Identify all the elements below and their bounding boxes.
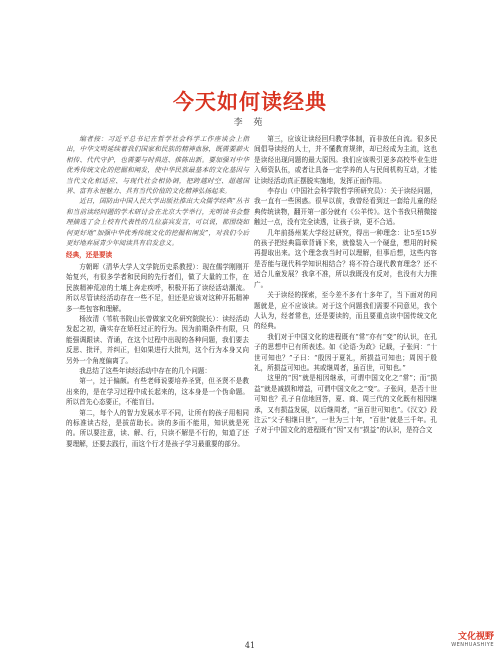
section-subhead: 经典，还是要读: [66, 251, 113, 260]
body-paragraph: 李存山（中国社会科学院哲学所研究员）：关于读经问题，我一直有一些困惑。很早以前，我曾经看到过一套给儿童的经典传统读物，翻开第一部分就有《公羊传》。这个书我只稍微接触过一点，没有完全读透，让孩子读，更不合适。: [254, 187, 437, 227]
magazine-brand: [438, 629, 494, 648]
left-column: [66, 134, 249, 449]
body-paragraph: 杨汝清（苇杭书院山长曾做家文化研究院院长）：读经活动发起之初，确实存在矫枉过正的行为。因为前期条件有限，只能强调跟读、背诵，在这个过程中出现的各种问题，我们要去反思、批评，并纠正，但如果进行大批判，这个行为本身又向另外一个角度偏离了。: [66, 314, 249, 365]
article-author: 李 苑: [233, 118, 267, 128]
editor-note-paragraph: 近日，国防由中国人民大学出版社推出大众儒学经典“丛书和当前读经问题的学术研讨会在北京大学举行，光明读书会整理摘选了会上校有代表性的几位嘉宾发言，可以说，都围绕如何更好地“加强中华优秀传统文化的挖掘和阐发”，对我们今后更好地弃展青少年阅读具有启发意义。: [66, 197, 249, 248]
body-paragraph: 方朝晖（清华大学人文学院历史系教授）：现在儒学刚刚开始复兴，有很多学者和民间的先行者们，做了大量的工作，在民族精神荒凉的土壤上奔走疾呼，积极开拓了读经活动潮流。所以尽管读经活动存在一些不足，但还是应该对这种开拓精神多一些包容和理解。: [66, 262, 249, 313]
body-paragraph: 我们对于中国文化的进程既有“常”亦有“变”的认识，在孔子的思想中已有所表述。如《论语·为政》记载，子张问：“十世可知也？”子曰：“殷因于夏礼，所损益可知也；周因于殷礼，所损益可知也。其或继周者，虽百世，可知也。”: [254, 332, 437, 372]
body-paragraph: 几年前扬州某大学经过研究，得出一种理念：让5至15岁的孩子把经典篇章背诵下来，就像装入一个硬盘，想用的时候再提取出来。这个理念我当时可以理解，但事后想，这些内容是否能与现代科学知识相结合？将不符合现代教育理念？还不适合儿童发展？我拿不准，所以我既没有反对，也没有大力推广。: [254, 228, 437, 289]
body-paragraph: 第二，每个人的智力发展水平不同，让所有的孩子用相同的标准读古经，是拔苗助长。读的多而不能用，知识就是死的。所以要注意，读、解、行，只读不解是不行的，知道了还要理解，还要去践行，而这个行才是孩子学习最重要的部分。: [66, 408, 249, 448]
body-paragraph: 这里的“因”就是相因继承，可谓中国文化之“常”；而“损益”就是减损和增益，可谓中国文化之“变”。子张问，是否十世可知也？孔子自信地回答，夏、商、周三代的文化既有相因继承，又有损益发展，以后继周者，“虽百世可知也”。《汉文》段注云“父子相继曰世”，一世为三十年，“百世”就是三千年。孔子对于中国文化的进程既有“因”又有“损益”的认识，是符合文: [254, 374, 437, 435]
body-paragraph: 第一，过于偏颇。有些老师说要培养圣贤，但圣贤不是教出来的，是在学习过程中成长起来的，这本身是一个伪命题。所以首先心态要正，不能盲目。: [66, 377, 249, 407]
body-paragraph: 第三，应该让读经回归教学体制，而非放任自流。很多民间倡导读经的人士，并不懂教育规律，却已经成为主流，这也是读经出现问题的最大原因。我们应该吸引更多高校毕业生进入师资队伍，或者让具备一定学养的人与民间机构互动，才能让读经活动真正摆脱实施地，发挥正面作用。: [254, 135, 437, 185]
page-number: 41: [244, 641, 256, 650]
right-column: [254, 134, 437, 436]
body-paragraph: 我总结了这些年读经活动中存在的几个问题：: [79, 366, 212, 375]
brand-name-en: WENHUASHIYE: [451, 642, 494, 648]
editor-note-paragraph: 编者按：习近平总书记在哲学社会科学工作座谈会上指出，中华文明延续着我们国家和民族的精神血脉，既需要薪火相传、代代守护，也需要与时俱进、推陈出新。要加强对中华优秀传统文化的挖掘和阐发，使中华民族最基本的文化基因与当代文化相适应、与现代社会相协调，把跨越时空、超越国界、富有永恒魅力、具有当代价值的文化精神弘扬起来。: [66, 135, 249, 196]
body-paragraph: 关于读经的探索，至今差不多有十多年了，当下面对的问题就是，应不应该读。对于这个问题我们需要不同意见，我个人认为，经者常也，还是要读的，而且要重点读中国传统文化的经典。: [254, 291, 437, 331]
article-title: 今天如何读经典: [173, 89, 327, 114]
brand-name-cn: 文化视野: [457, 632, 494, 642]
